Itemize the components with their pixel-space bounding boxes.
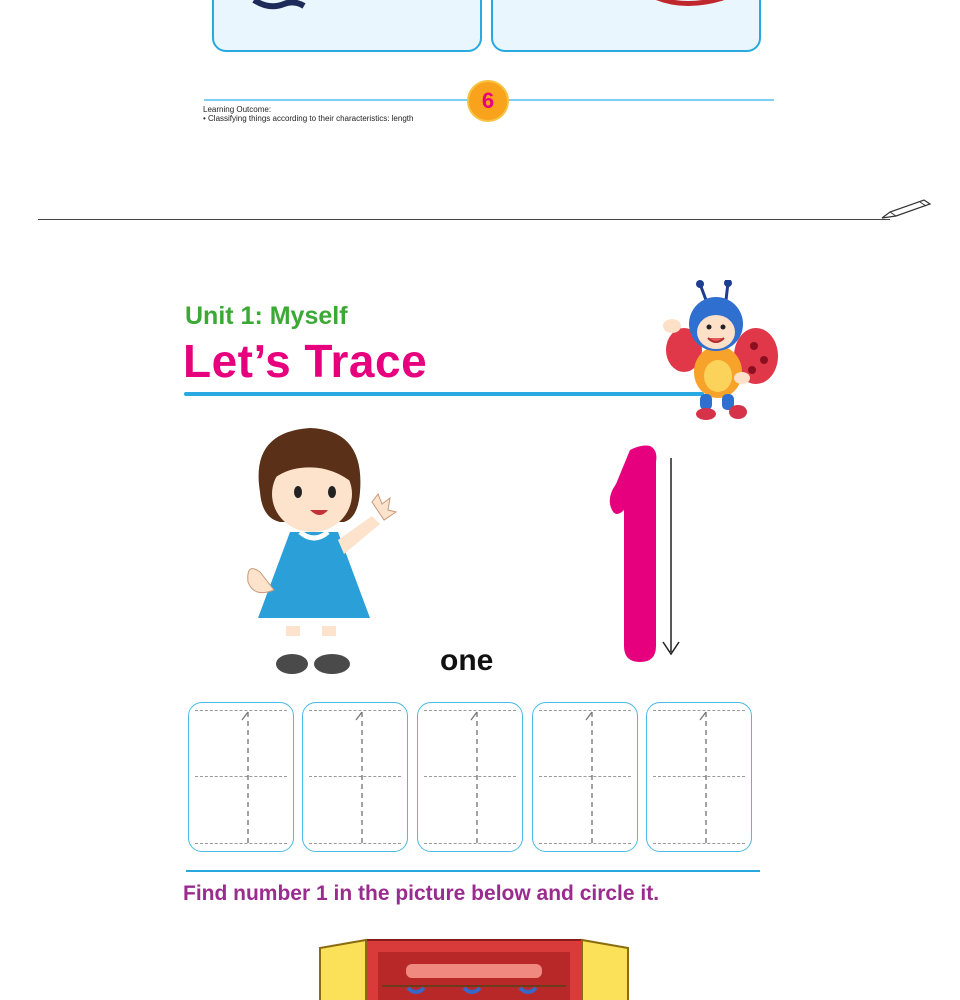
trace-box-5[interactable] xyxy=(646,702,752,852)
pencil-icon xyxy=(880,198,932,222)
title-underline xyxy=(184,392,704,396)
trace-box-1[interactable] xyxy=(188,702,294,852)
learning-outcome-title: Learning Outcome: xyxy=(203,105,272,114)
activity-instruction: Find number 1 in the picture below and circle it. xyxy=(183,882,660,905)
previous-picture-card-right xyxy=(491,0,761,52)
unit-title: Unit 1: Myself xyxy=(185,302,348,330)
section-divider xyxy=(186,870,760,872)
page-title: Let’s Trace xyxy=(183,335,428,387)
shoe-illustration xyxy=(214,0,480,50)
dotted-one-guide xyxy=(232,710,252,846)
trace-box-4[interactable] xyxy=(532,702,638,852)
number-word: one xyxy=(440,644,494,677)
dotted-one-guide xyxy=(346,710,366,846)
dotted-one-guide xyxy=(461,710,481,846)
page-divider xyxy=(38,219,890,220)
object-illustration xyxy=(493,0,759,50)
trace-box-2[interactable] xyxy=(302,702,408,852)
ladybug-mascot xyxy=(656,280,780,422)
girl-illustration xyxy=(240,422,406,680)
trace-box-3[interactable] xyxy=(417,702,523,852)
learning-outcome xyxy=(203,105,413,123)
dotted-one-guide xyxy=(576,710,596,846)
wardrobe-illustration xyxy=(316,938,632,1000)
large-number-one xyxy=(602,440,688,666)
previous-picture-card-left xyxy=(212,0,482,52)
learning-outcome-item: • Classifying things according to their characteristics: length xyxy=(203,114,414,123)
dotted-one-guide xyxy=(690,710,710,846)
page-number-badge: 6 xyxy=(467,80,509,122)
